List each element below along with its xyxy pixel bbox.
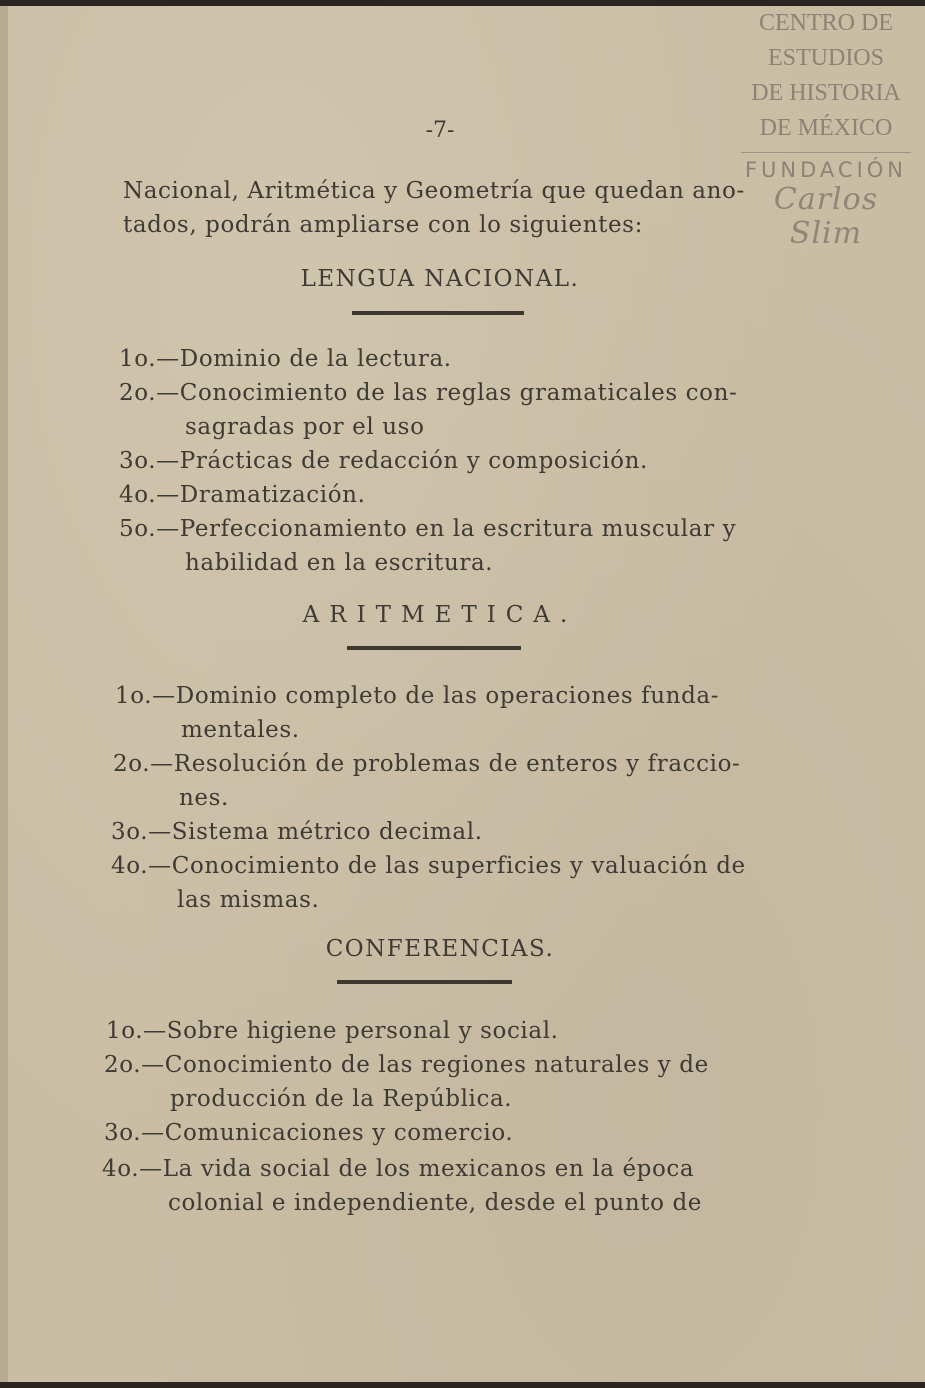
intro-line: tados, podrán ampliarse con lo siguientes:: [123, 212, 643, 238]
document-page: [0, 6, 925, 1382]
list-item-text: 2o.—Resolución de problemas de enteros y fraccio-: [113, 751, 741, 777]
list-item: [106, 1014, 559, 1048]
intro-line: Nacional, Aritmética y Geometría que quedan ano-: [123, 178, 745, 204]
intro-paragraph: [123, 174, 763, 242]
list-item-text: 4o.—Conocimiento de las superficies y valuación de: [111, 853, 746, 879]
list-item-continuation: producción de la República.: [170, 1086, 513, 1112]
list-item-text: 3o.—Comunicaciones y comercio.: [104, 1120, 514, 1146]
list-item: [119, 512, 736, 580]
stamp-line: DE MÉXICO: [759, 115, 893, 141]
list-item-text: 3o.—Sistema métrico decimal.: [111, 819, 483, 845]
stamp-line: ESTUDIOS: [767, 45, 884, 71]
list-item: [119, 376, 737, 444]
section-rule: [352, 311, 524, 315]
list-item-text: 3o.—Prácticas de redacción y composición.: [119, 448, 648, 474]
section-rule: [337, 980, 512, 984]
list-item: [111, 815, 483, 849]
list-item: [104, 1116, 513, 1150]
list-item: [119, 478, 366, 512]
list-item-text: 2o.—Conocimiento de las regiones naturales y de: [104, 1052, 709, 1078]
list-item-continuation: habilidad en la escritura.: [185, 550, 494, 576]
section-rule: [347, 646, 521, 650]
list-item-continuation: colonial e independiente, desde el punto de: [168, 1190, 702, 1216]
list-item: [119, 342, 452, 376]
list-item: [119, 444, 648, 478]
stamp-foundation: FUNDACIÓN: [741, 152, 911, 183]
list-item-text: 1o.—Dominio de la lectura.: [119, 346, 452, 372]
list-item-text: 1o.—Dominio completo de las operaciones funda-: [115, 683, 720, 709]
list-item: [111, 849, 746, 917]
list-item-continuation: mentales.: [181, 717, 300, 743]
page-edge: [0, 6, 8, 1382]
list-item-text: 2o.—Conocimiento de las reglas gramaticales con-: [119, 380, 738, 406]
list-item-continuation: nes.: [179, 785, 229, 811]
list-item-text: 4o.—Dramatización.: [119, 482, 366, 508]
section-heading: ARITMETICA.: [302, 602, 578, 628]
list-item: [115, 679, 719, 747]
stamp-signature: Carlos Slim: [773, 182, 879, 251]
list-item-text: 4o.—La vida social de los mexicanos en la época: [102, 1156, 695, 1182]
section-heading: LENGUA NACIONAL.: [300, 266, 580, 292]
list-item-continuation: las mismas.: [177, 887, 320, 913]
section-heading: CONFERENCIAS.: [325, 936, 555, 962]
stamp-line: CENTRO DE: [759, 10, 893, 36]
list-item: [113, 747, 740, 815]
list-item: [104, 1048, 709, 1116]
stamp-line: DE HISTORIA: [751, 80, 901, 106]
list-item: [102, 1152, 702, 1220]
list-item-continuation: sagradas por el uso: [185, 414, 425, 440]
page-number: -7-: [425, 118, 455, 143]
list-item-text: 5o.—Perfeccionamiento en la escritura muscular y: [119, 516, 737, 542]
list-item-text: 1o.—Sobre higiene personal y social.: [106, 1018, 559, 1044]
